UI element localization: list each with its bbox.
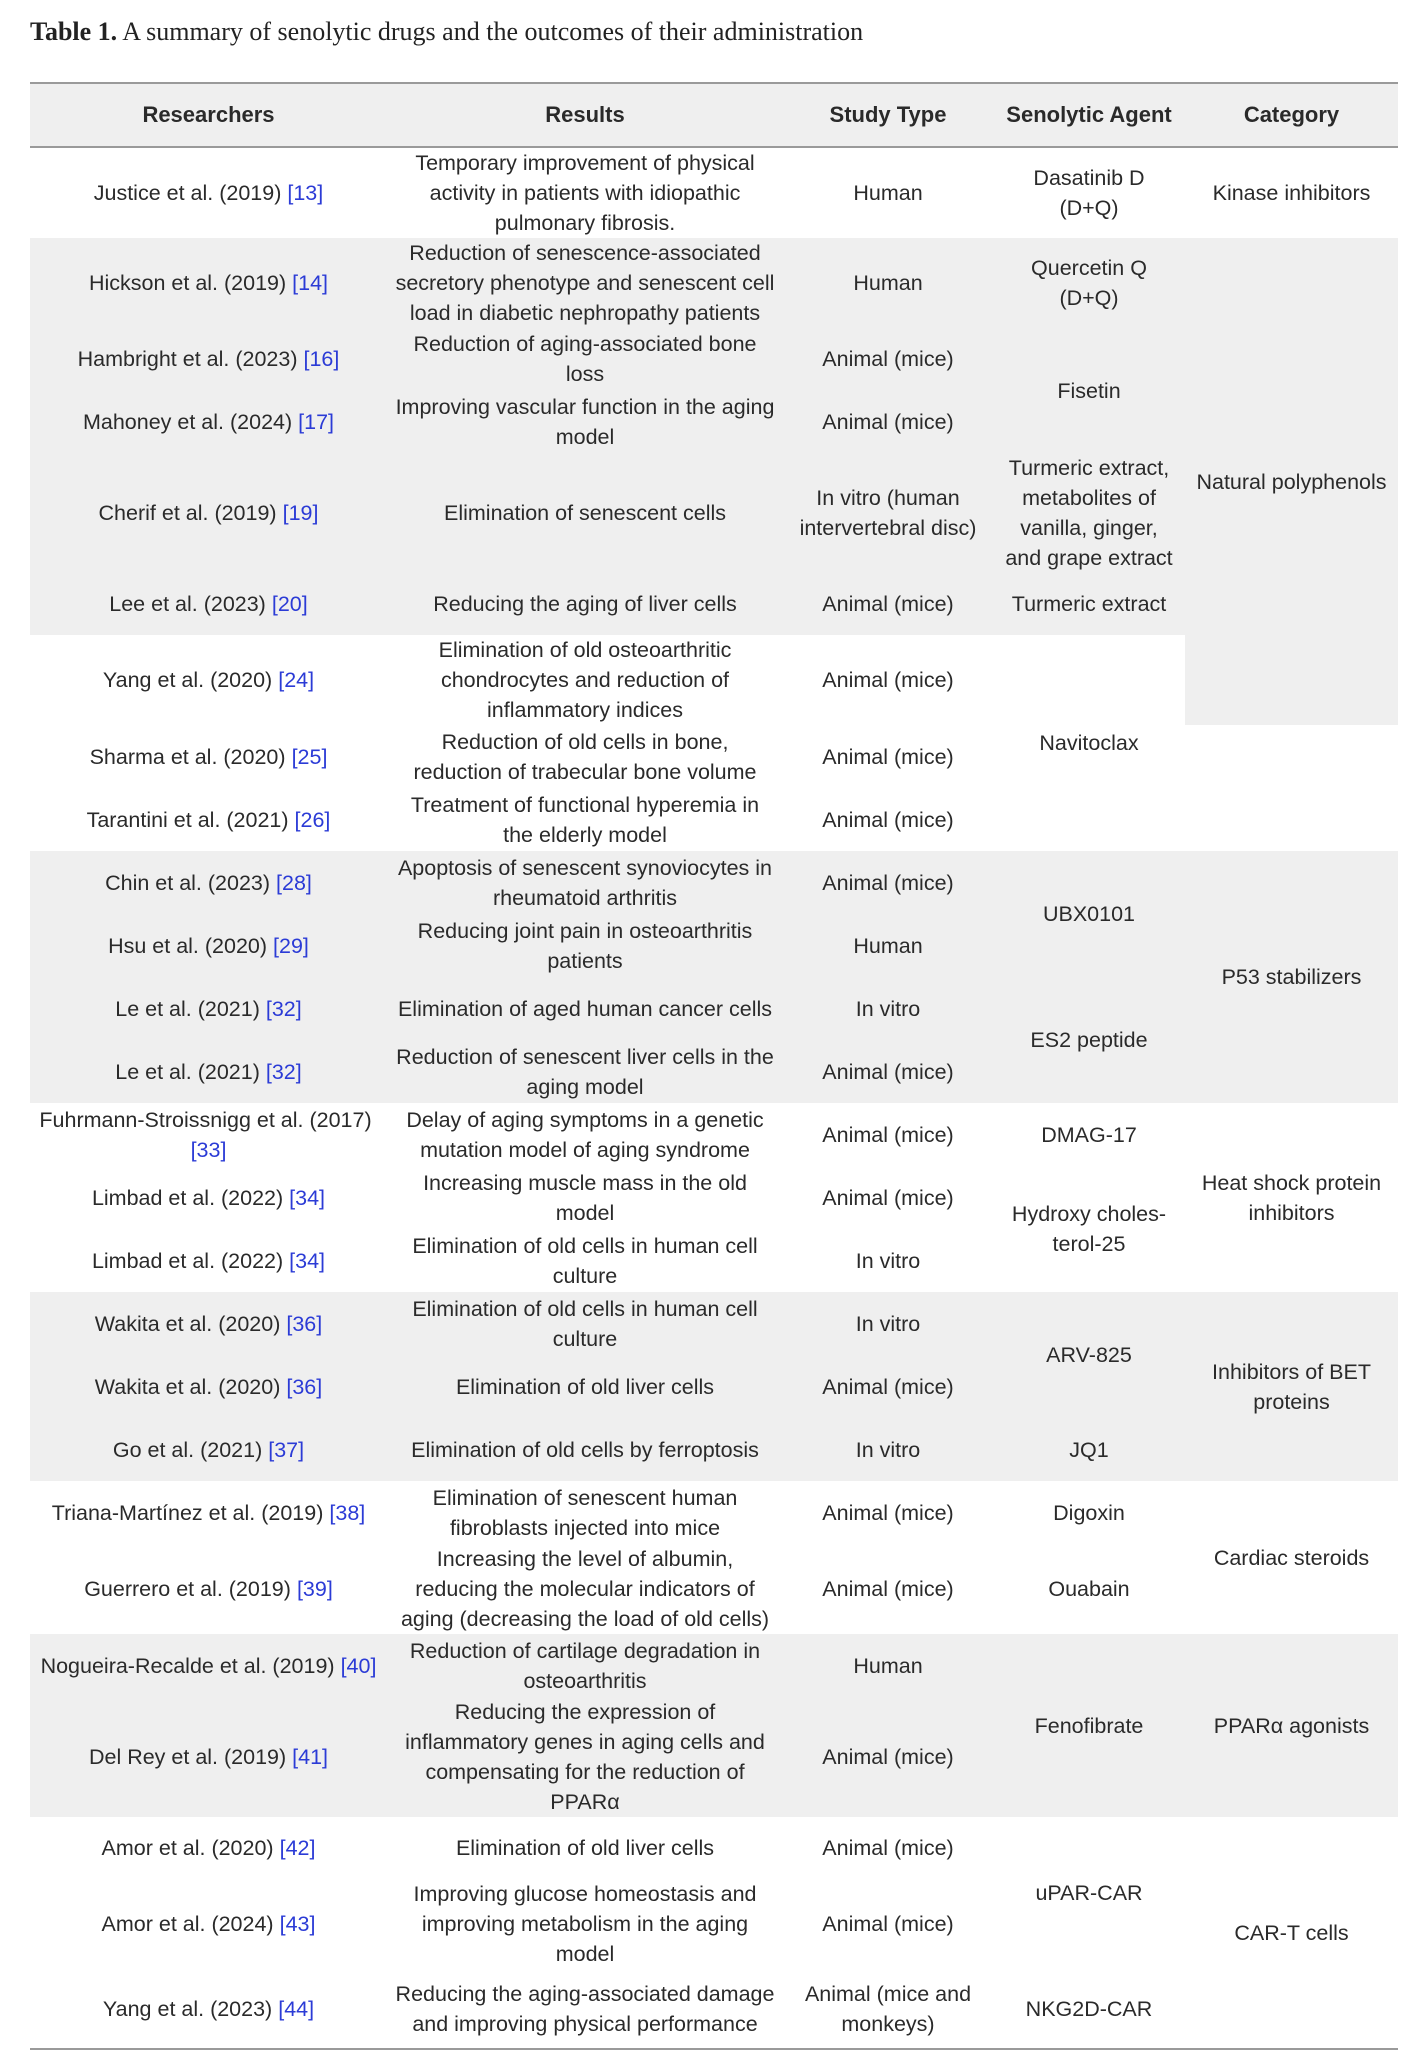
agent-cell: JQ1 (1069, 1437, 1109, 1462)
header-study-type: Study Type (783, 83, 993, 147)
study-type-cell: Animal (mice and monkeys) (804, 1981, 972, 2036)
result-cell: Reduction of aging-associated bone loss (413, 332, 757, 386)
result-cell: Reducing the aging-associated damage and improving physical performance (395, 1981, 775, 2036)
agent-cell: Fenofibrate (1034, 1713, 1144, 1738)
table-row (30, 788, 1398, 851)
study-type-cell: Animal (mice) (822, 347, 954, 371)
researcher-cell (30, 1103, 387, 1166)
reference-link[interactable]: [19] (282, 501, 319, 525)
reference-link[interactable]: [25] (291, 744, 328, 769)
table-header-row (30, 83, 1398, 147)
category-cell: P53 stabilizers (1221, 965, 1362, 989)
researcher-name: Wakita et al. (2020) (94, 1374, 281, 1399)
researcher-name: Wakita et al. (2020) (94, 1311, 281, 1336)
study-type-cell: In vitro (855, 1437, 921, 1462)
researcher-cell (30, 1481, 387, 1544)
researcher-cell (30, 1229, 387, 1292)
study-type-cell: Human (853, 1653, 923, 1678)
reference-link[interactable]: [24] (278, 668, 315, 692)
researcher-cell (30, 1355, 387, 1418)
reference-link[interactable]: [40] (340, 1653, 377, 1678)
researcher-cell (30, 453, 387, 573)
reference-link[interactable]: [28] (276, 870, 312, 895)
table-row (30, 1292, 1398, 1355)
study-type-cell: Human (853, 271, 923, 295)
category-cell: Natural polyphenols (1196, 469, 1387, 494)
agent-cell: UBX0101 (1042, 902, 1136, 926)
researcher-cell (30, 725, 387, 788)
researcher-name: Yang et al. (2020) (102, 668, 273, 692)
header-researchers: Researchers (30, 83, 387, 147)
study-type-cell: Animal (mice) (822, 1577, 954, 1601)
researcher-name: Hickson et al. (2019) (88, 271, 287, 295)
study-type-cell: Human (853, 181, 923, 205)
researcher-name: Cherif et al. (2019) (98, 501, 277, 525)
reference-link[interactable]: [36] (286, 1311, 323, 1336)
researcher-name: Nogueira-Recalde et al. (2019) (40, 1653, 335, 1678)
researcher-name: Le et al. (2021) (115, 1059, 260, 1084)
researcher-name: Fuhrmann-Stroissnigg et al. (2017) (39, 1107, 372, 1132)
researcher-name: Guerrero et al. (2019) (84, 1577, 291, 1601)
result-cell: Reducing joint pain in osteoarthritis patients (417, 918, 753, 973)
researcher-cell (30, 1166, 387, 1229)
reference-link[interactable]: [14] (292, 271, 329, 295)
agent-cell: Fisetin (1057, 378, 1121, 403)
researcher-name: Chin et al. (2023) (105, 870, 271, 895)
result-cell: Elimination of old liver cells (455, 1836, 715, 1860)
researcher-cell (30, 1879, 387, 1969)
reference-link[interactable]: [36] (286, 1374, 323, 1399)
researcher-cell (30, 1697, 387, 1817)
reference-link[interactable]: [26] (294, 807, 331, 832)
researcher-cell (30, 914, 387, 977)
study-type-cell: In vitro (human intervertebral disc) (799, 486, 977, 540)
table-caption (30, 12, 863, 52)
agent-cell: Turmeric extract, metabolites of vanilla, ginger, and grape extract (1005, 456, 1173, 570)
reference-link[interactable]: [32] (265, 996, 302, 1021)
researcher-cell (30, 1040, 387, 1103)
result-cell: Reduction of senescent liver cells in the aging model (396, 1044, 774, 1099)
reference-link[interactable]: [32] (265, 1059, 302, 1084)
researcher-name: Justice et al. (2019) (93, 181, 282, 205)
header-category: Category (1185, 83, 1398, 147)
result-cell: Elimination of senescent cells (443, 501, 727, 525)
reference-link[interactable]: [29] (273, 933, 309, 958)
researcher-name: Limbad et al. (2022) (91, 1248, 284, 1273)
reference-link[interactable]: [42] (279, 1836, 316, 1860)
study-type-cell: In vitro (855, 996, 921, 1021)
researcher-name: Triana-Martínez et al. (2019) (51, 1500, 324, 1525)
reference-link[interactable]: [43] (279, 1912, 316, 1936)
table-row (30, 1481, 1398, 1544)
table-row (30, 1103, 1398, 1166)
table-caption-text: A summary of senolytic drugs and the outcomes of their administration (122, 17, 864, 46)
study-type-cell: Animal (mice) (822, 1374, 954, 1399)
table-row (30, 851, 1398, 914)
agent-cell: Quercetin Q (D+Q) (1031, 256, 1147, 310)
study-type-cell: Animal (mice) (822, 1185, 954, 1210)
result-cell: Elimination of old osteoarthritic chondrocytes and reduction of inflammatory indices (438, 638, 732, 722)
category-cell: Cardiac steroids (1213, 1545, 1370, 1570)
researcher-name: Sharma et al. (2020) (89, 744, 286, 769)
researcher-cell (30, 1292, 387, 1355)
result-cell: Treatment of functional hyperemia in the elderly model (410, 792, 760, 847)
study-type-cell: In vitro (855, 1248, 921, 1273)
result-cell: Reduction of senescence-associated secretory phenotype and senescent cell load in diabetic nephropathy patients (395, 241, 775, 325)
researcher-cell (30, 573, 387, 635)
result-cell: Delay of aging symptoms in a genetic mutation model of aging syndrome (406, 1107, 764, 1162)
researcher-cell (30, 1418, 387, 1481)
study-type-cell: Animal (mice) (822, 668, 954, 692)
researcher-cell (30, 238, 387, 328)
agent-cell: Turmeric extract (1011, 592, 1167, 616)
result-cell: Increasing the level of albumin, reducing the molecular indicators of aging (decreasing the load of old cells) (400, 1547, 770, 1631)
researcher-cell (30, 788, 387, 851)
researcher-cell (30, 977, 387, 1040)
result-cell: Elimination of old liver cells (455, 1374, 715, 1399)
reference-link[interactable]: [34] (289, 1185, 326, 1210)
study-type-cell: Animal (mice) (822, 1122, 954, 1147)
result-cell: Reduction of cartilage degradation in osteoarthritis (409, 1638, 761, 1693)
study-type-cell: Animal (mice) (822, 1059, 954, 1084)
researcher-name: Hambright et al. (2023) (77, 347, 298, 371)
researcher-cell (30, 1634, 387, 1697)
senolytic-table (30, 82, 1398, 2050)
header-senolytic-agent: Senolytic Agent (993, 83, 1185, 147)
reference-link[interactable]: [39] (296, 1577, 333, 1601)
category-cell: Inhibitors of BET proteins (1212, 1359, 1371, 1414)
researcher-name: Tarantini et al. (2021) (86, 807, 289, 832)
result-cell: Improving glucose homeostasis and improving metabolism in the aging model (413, 1882, 757, 1966)
agent-cell: NKG2D-CAR (1025, 1996, 1153, 2021)
table-row (30, 147, 1398, 238)
study-type-cell: Animal (mice) (822, 744, 954, 769)
researcher-cell (30, 1969, 387, 2049)
result-cell: Elimination of senescent human fibroblasts injected into mice (432, 1485, 738, 1540)
agent-cell: uPAR-CAR (1035, 1881, 1143, 1905)
result-cell: Elimination of old cells in human cell culture (412, 1296, 758, 1351)
result-cell: Reduction of old cells in bone, reduction of trabecular bone volume (413, 729, 757, 784)
table-row (30, 238, 1398, 328)
agent-cell: ES2 peptide (1030, 1028, 1148, 1052)
reference-link[interactable]: [38] (329, 1500, 366, 1525)
study-type-cell: In vitro (855, 1311, 921, 1336)
study-type-cell: Animal (mice) (822, 1500, 954, 1525)
researcher-name: Lee et al. (2023) (109, 592, 266, 616)
agent-cell: ARV-825 (1046, 1343, 1132, 1367)
result-cell: Reducing the aging of liver cells (433, 592, 737, 616)
reference-link[interactable]: [37] (268, 1437, 305, 1462)
agent-cell: Navitoclax (1039, 731, 1139, 755)
study-type-cell: Animal (mice) (822, 1912, 954, 1936)
result-cell: Temporary improvement of physical activity in patients with idiopathic pulmonary fibrosis. (415, 151, 755, 235)
researcher-cell (30, 1817, 387, 1879)
agent-cell: DMAG-17 (1041, 1122, 1137, 1147)
agent-cell: Digoxin (1053, 1500, 1125, 1525)
result-cell: Elimination of old cells in human cell culture (412, 1233, 758, 1288)
researcher-name: Amor et al. (2020) (101, 1836, 274, 1860)
header-results: Results (387, 83, 783, 147)
researcher-name: Mahoney et al. (2024) (82, 409, 293, 434)
reference-link[interactable]: [20] (271, 592, 308, 616)
result-cell: Improving vascular function in the aging model (395, 394, 775, 449)
result-cell: Elimination of aged human cancer cells (397, 996, 773, 1021)
researcher-cell (30, 147, 387, 238)
reference-link[interactable]: [34] (289, 1248, 326, 1273)
researcher-name: Amor et al. (2024) (101, 1912, 274, 1936)
study-type-cell: Animal (mice) (822, 409, 954, 434)
result-cell: Increasing muscle mass in the old model (423, 1170, 747, 1225)
researcher-cell (30, 1544, 387, 1634)
result-cell: Apoptosis of senescent synoviocytes in rheumatoid arthritis (397, 855, 773, 910)
result-cell: Reducing the expression of inflammatory genes in aging cells and compensating for the reduction of PPARα (405, 1700, 765, 1814)
study-type-cell: Human (853, 933, 923, 958)
study-type-cell: Animal (mice) (822, 1836, 954, 1860)
study-type-cell: Animal (mice) (822, 807, 954, 832)
researcher-cell (30, 390, 387, 453)
researcher-name: Del Rey et al. (2019) (88, 1745, 287, 1769)
reference-link[interactable]: [17] (298, 409, 335, 434)
category-cell: CAR-T cells (1234, 1920, 1349, 1945)
study-type-cell: Animal (mice) (822, 870, 954, 895)
agent-cell: Dasatinib D (D+Q) (1033, 166, 1145, 220)
researcher-name: Go et al. (2021) (112, 1437, 263, 1462)
category-cell: Heat shock protein inhibitors (1201, 1170, 1382, 1225)
table-caption-label: Table 1. (30, 17, 118, 46)
reference-link[interactable]: [13] (287, 181, 324, 205)
category-cell: Kinase inhibitors (1212, 181, 1371, 205)
agent-cell: Hydroxy choles-terol-25 (1011, 1202, 1167, 1256)
reference-link[interactable]: [33] (190, 1137, 227, 1162)
table-row (30, 1634, 1398, 1697)
researcher-name: Limbad et al. (2022) (91, 1185, 284, 1210)
study-type-cell: Animal (mice) (822, 1745, 954, 1769)
reference-link[interactable]: [44] (278, 1996, 315, 2021)
researcher-cell (30, 328, 387, 390)
researcher-cell (30, 851, 387, 914)
category-cell: PPARα agonists (1213, 1713, 1370, 1738)
table-row (30, 1817, 1398, 1879)
researcher-cell (30, 635, 387, 725)
study-type-cell: Animal (mice) (822, 592, 954, 616)
researcher-name: Hsu et al. (2020) (108, 933, 268, 958)
reference-link[interactable]: [16] (303, 347, 340, 371)
table-row (30, 725, 1398, 788)
researcher-name: Le et al. (2021) (115, 996, 260, 1021)
result-cell: Elimination of old cells by ferroptosis (411, 1437, 759, 1462)
reference-link[interactable]: [41] (292, 1745, 329, 1769)
researcher-name: Yang et al. (2023) (102, 1996, 273, 2021)
agent-cell: Ouabain (1048, 1577, 1130, 1601)
